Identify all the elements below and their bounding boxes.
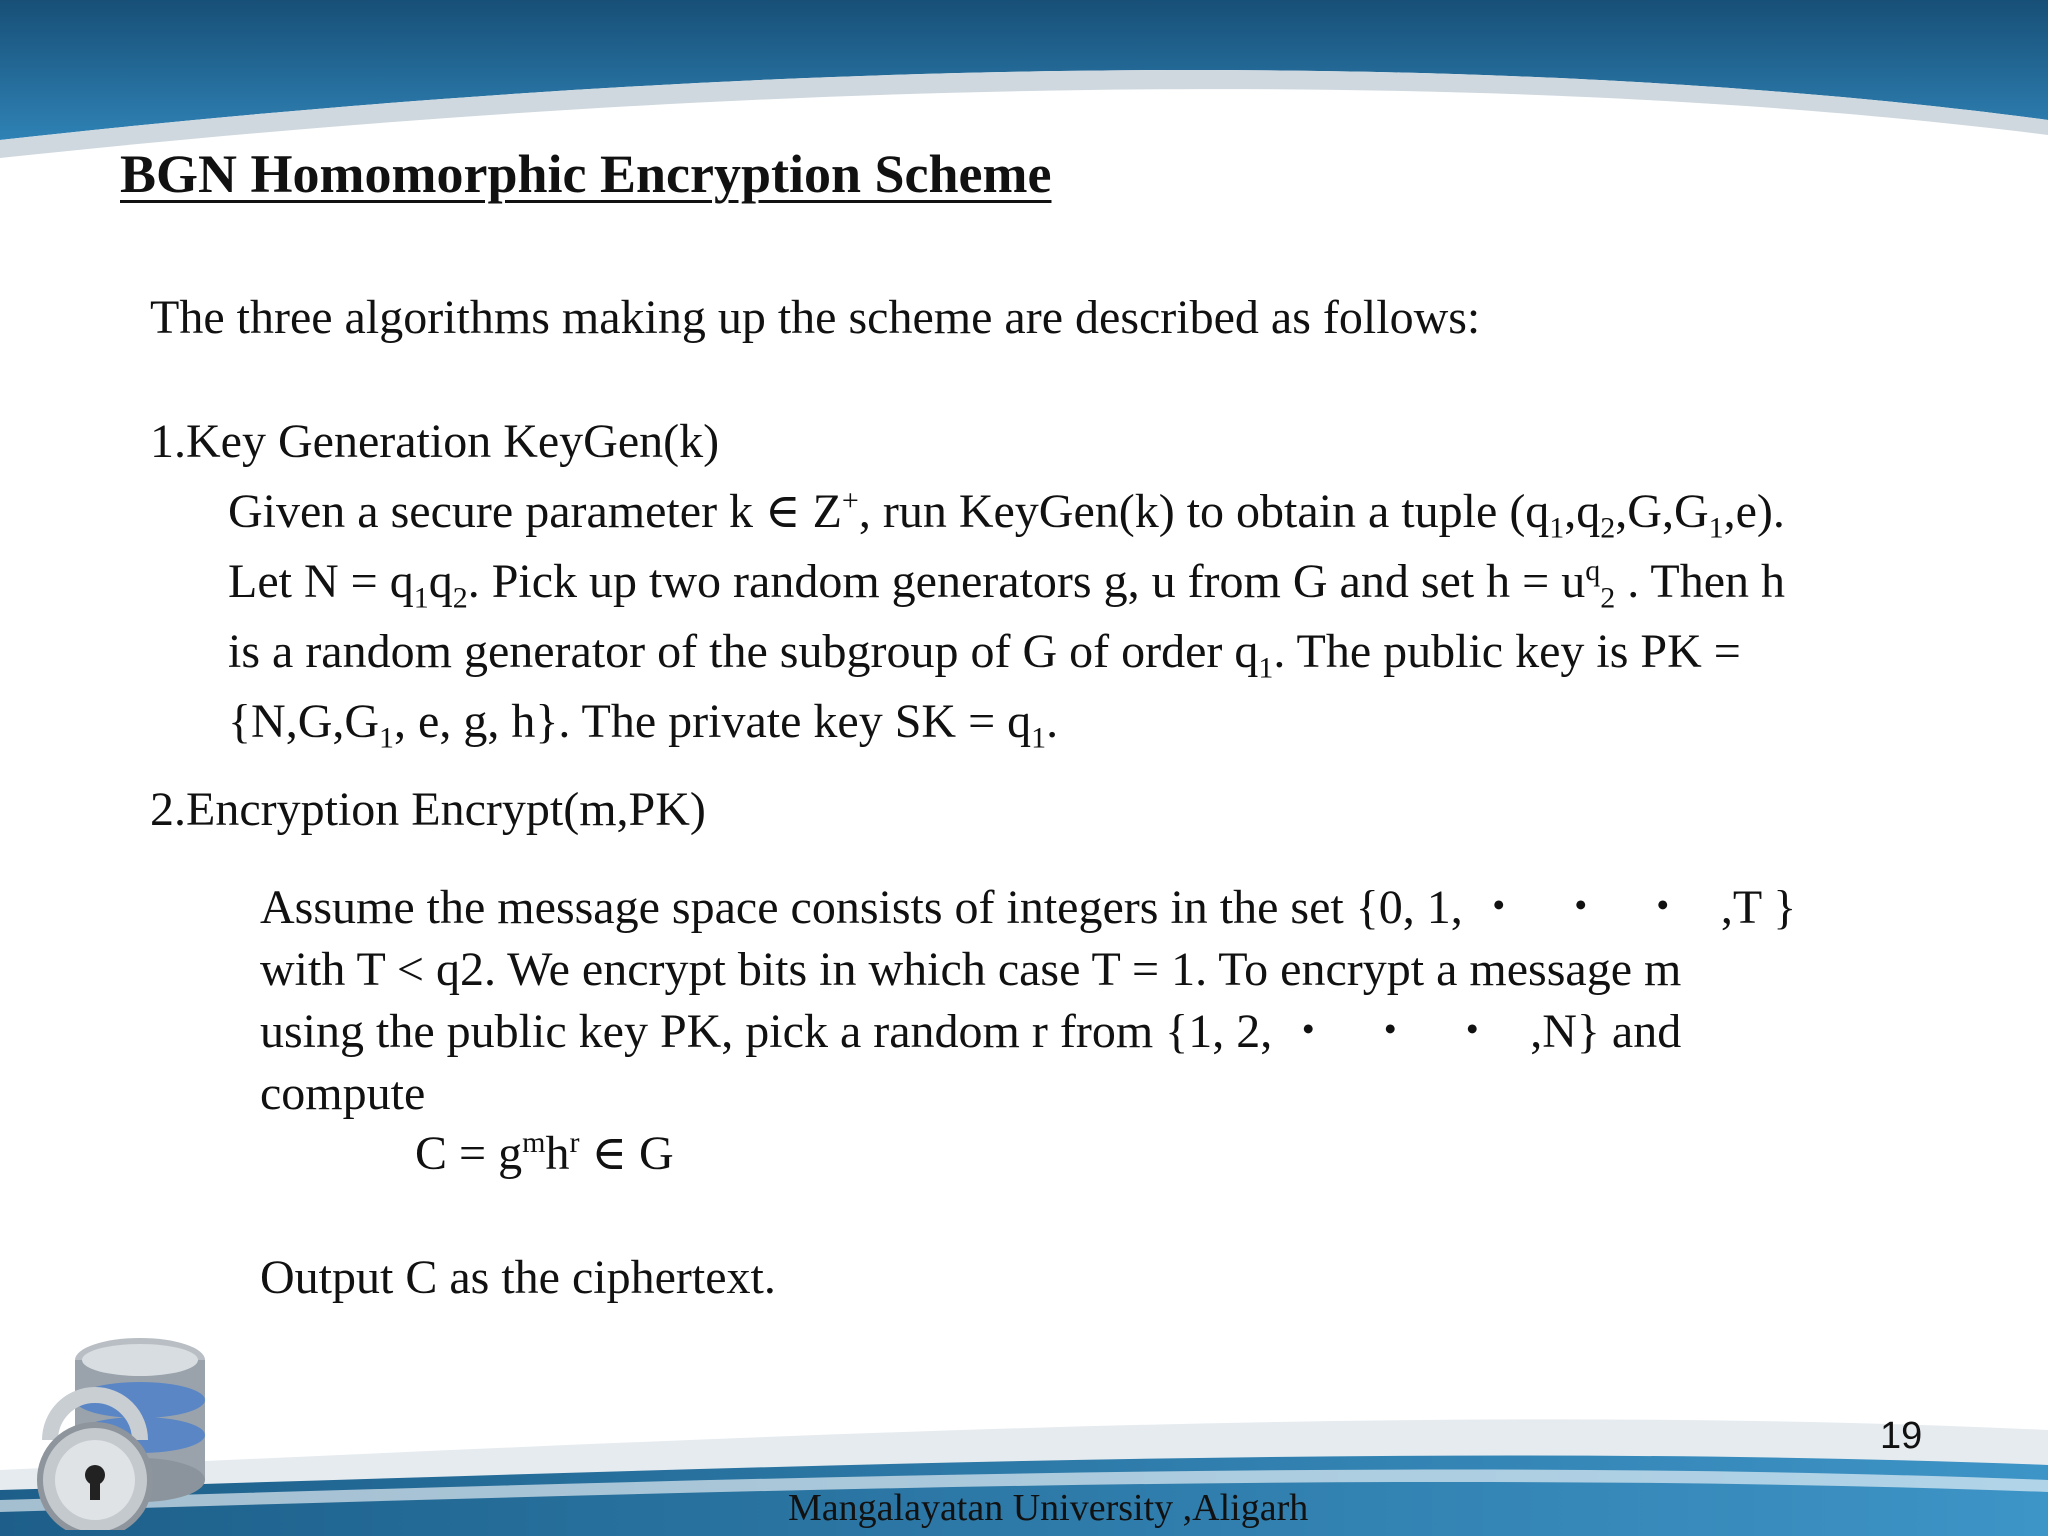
encrypt-line-4: compute (260, 1067, 426, 1120)
page-number: 19 (1880, 1415, 1923, 1457)
slide-title: BGN Homomorphic Encryption Scheme (120, 144, 1052, 204)
keygen-line-4: {$N,G,G_1$, e, g, h}. The private key SK = $q_1$. (228, 695, 1059, 755)
output-text: Output C as the ciphertext. (260, 1251, 776, 1304)
encrypt-line-1: Assume the message space consists of integers in the set {0, 1, ・・・,T } (260, 881, 1797, 934)
keygen-heading: 1.Key Generation KeyGen(k) (150, 415, 720, 468)
encrypt-line-2: with T < q2. We encrypt bits in which case T = 1. To encrypt a message m (260, 943, 1682, 996)
ciphertext-formula: $C = g^mh^r$ ∈ G (415, 1126, 674, 1180)
database-lock-icon (20, 1330, 220, 1530)
footer-text: Mangalayatan University ,Aligarh (788, 1487, 1309, 1529)
keygen-line-3: is a random generator of the subgroup of G of order $q_1$. The public key is PK = (228, 625, 1741, 685)
encrypt-line-3: using the public key PK, pick a random r from {1, 2, ・・・,N} and (260, 1005, 1682, 1058)
intro-text: The three algorithms making up the scheme are described as follows: (150, 291, 1481, 344)
keygen-line-1: Given a secure parameter k ∈ Z+, run KeyGen(k) to obtain a tuple $(q_1,q_2,G,G_1,e)$. (228, 484, 1785, 545)
encrypt-heading: 2.Encryption Encrypt(m,PK) (150, 783, 706, 836)
keygen-line-2: Let $N = q_1q_2$. Pick up two random generators g, u from G and set $h = u^q_2$ . Then h (228, 554, 1785, 615)
